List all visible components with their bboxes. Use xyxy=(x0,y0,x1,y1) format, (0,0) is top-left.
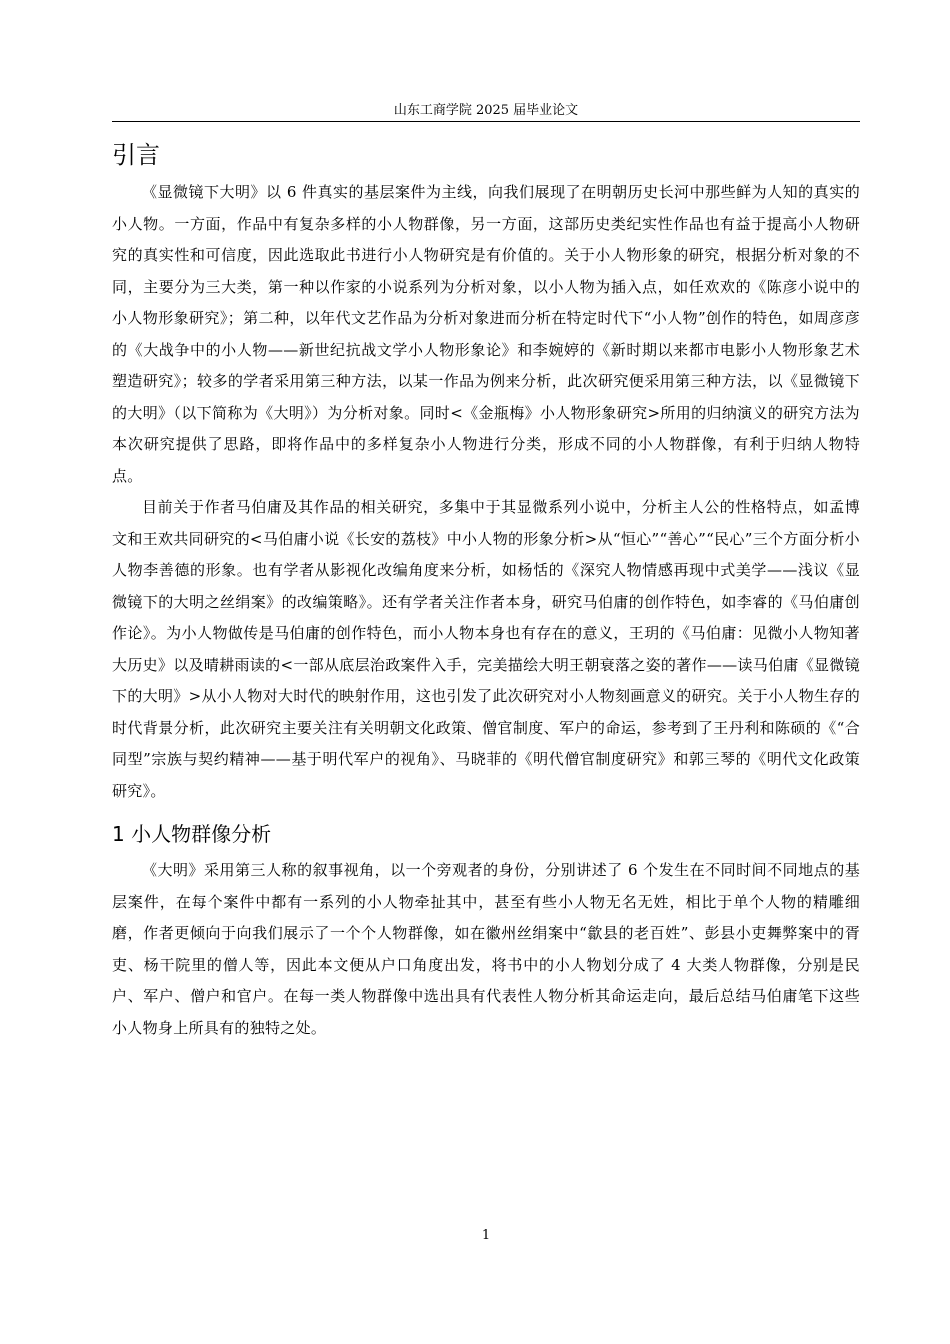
section-1-paragraph-1: 《大明》采用第三人称的叙事视角，以一个旁观者的身份，分别讲述了 6 个发生在不同时间不同地点的基层案件，在每个案件中都有一系列的小人物牵扯其中，甚至有些小人物无名无姓，相比于单个人物的精雕细磨，作者更倾向于向我们展示了一个个人物群像，如在徽州丝绢案中“歙县的老百姓”、彭县小吏舞弊案中的胥吏、杨干院里的僧人等，因此本文便从户口角度出发，将书中的小人物划分成了 4 大类人物群像，分别是民户、军户、僧户和官户。在每一类人物群像中选出具有代表性人物分析其命运走向，最后总结马伯庸笔下这些小人物身上所具有的独特之处。 xyxy=(112,861,860,1037)
header-divider xyxy=(112,121,860,122)
intro-paragraph-1: 《显微镜下大明》以 6 件真实的基层案件为主线，向我们展现了在明朝历史长河中那些鲜为人知的真实的小人物。一方面，作品中有复杂多样的小人物群像，另一方面，这部历史类纪实性作品也有益于提高小人物研究的真实性和可信度，因此选取此书进行小人物研究是有价值的。关于小人物形象的研究，根据分析对象的不同，主要分为三大类，第一种以作家的小说系列为分析对象，以小人物为插入点，如任欢欢的《陈彦小说中的小人物形象研究》；第二种，以年代文艺作品为分析对象进而分析在特定时代下“小人物”创作的特色，如周彦彦的《大战争中的小人物——新世纪抗战文学小人物形象论》和李婉婷的《新时期以来都市电影小人物形象艺术塑造研究》；较多的学者采用第三种方法，以某一作品为例来分析，此次研究便采用第三种方法，以《显微镜下的大明》（以下简称为《大明》）为分析对象。同时<《金瓶梅》小人物形象研究>所用的归纳演义的研究方法为本次研究提供了思路，即将作品中的多样复杂小人物进行分类，形成不同的小人物群像，有利于归纳人物特点。 xyxy=(112,183,860,485)
intro-paragraph-2: 目前关于作者马伯庸及其作品的相关研究，多集中于其显微系列小说中，分析主人公的性格特点，如孟博文和王欢共同研究的<马伯庸小说《长安的荔枝》中小人物的形象分析>从“恒心”“善心”“民心”三个方面分析小人物李善德的形象。也有学者从影视化改编角度来分析，如杨恬的《深究人物情感再现中式美学——浅议《显微镜下的大明之丝绢案》的改编策略》。还有学者关注作者本身，研究马伯庸的创作特色，如李睿的《马伯庸创作论》。为小人物做传是马伯庸的创作特色，而小人物本身也有存在的意义，王玥的《马伯庸：见微小人物知著大历史》以及晴耕雨读的<一部从底层治政案件入手，完美描绘大明王朝衰落之姿的著作——读马伯庸《显微镜下的大明》>从小人物对大时代的映射作用，这也引发了此次研究对小人物刻画意义的研究。关于小人物生存的时代背景分析，此次研究主要关注有关明朝文化政策、僧官制度、军户的命运，参考到了王丹利和陈硕的《“合同型”宗族与契约精神——基于明代军户的视角》、马晓菲的《明代僧官制度研究》和郭三琴的《明代文化政策研究》。 xyxy=(112,498,860,800)
page-body xyxy=(112,138,860,1044)
section-1-heading: 1 小人物群像分析 xyxy=(112,822,272,846)
intro-heading: 引言 xyxy=(112,141,160,169)
page-header: 山东工商学院 2025 届毕业论文 xyxy=(393,103,579,118)
page-number: 1 xyxy=(481,1228,491,1243)
